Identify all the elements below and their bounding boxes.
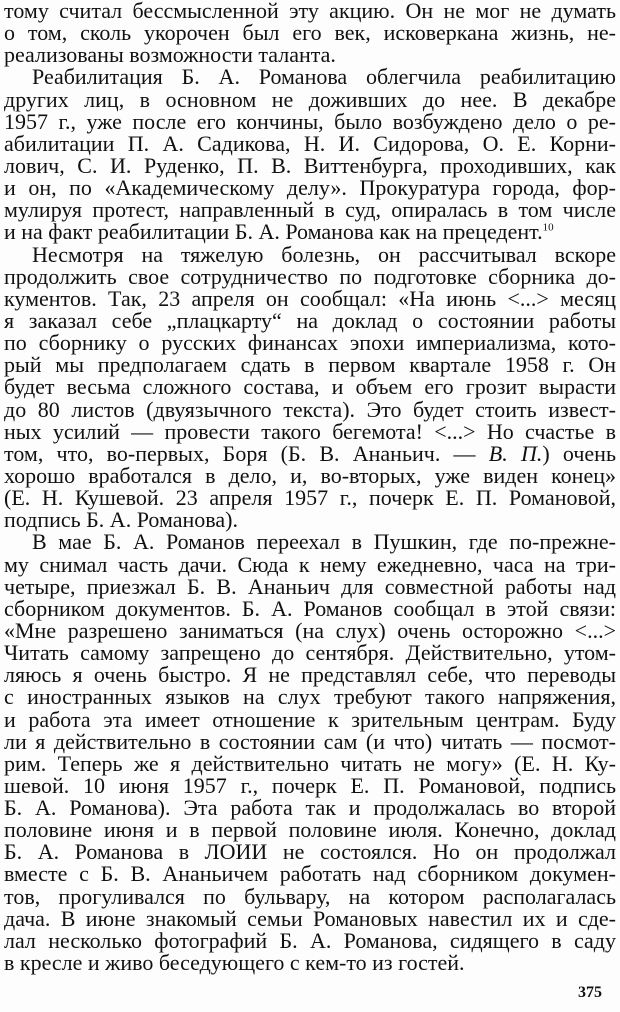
text-line: му снимал часть дачи. Сюда к нему ежедневно, часа на три- (4, 551, 616, 577)
text-line: Б. А. Романова в ЛОИИ не состоялся. Но он продолжал (4, 839, 616, 865)
line-text: и на факт реабилитации Б. А. Романова как на прецедент. (4, 219, 543, 245)
text-line: дача. В июне знакомый семьи Романовых навестил их и сде- (4, 905, 616, 931)
text-line: «Мне разрешено заниматься (на слух) очень осторожно <...> (4, 617, 616, 643)
text-line: шевой. 10 июня 1957 г., почерк Е. П. Романовой, подпись (4, 772, 616, 798)
text-line: о том, сколь укорочен был его век, исковеркана жизнь, не- (4, 20, 616, 46)
text-line: ли я действительно в состоянии сам (и что) читать — посмот- (4, 728, 616, 754)
text-line: подпись Б. А. Романова). (4, 507, 238, 533)
text-line: до 80 листов (двуязычного текста). Это будет стоить извест- (4, 396, 616, 422)
text-line: тому считал бессмысленной эту акцию. Он не мог не думать (4, 0, 616, 23)
text-line: Б. А. Романова). Эта работа так и продолжалась во второй (4, 795, 616, 821)
text-line (4, 221, 616, 243)
italic-initials: В. П. (488, 440, 543, 466)
text-line: Реабилитация Б. А. Романова облегчила реабилитацию (32, 64, 616, 90)
text-line (4, 440, 616, 466)
text-line: в кресле и живо беседующего с кем-то из гостей. (4, 950, 465, 976)
footnote-marker: 10 (542, 222, 554, 235)
text-line: и он, по «Академическому делу». Прокуратура города, фор- (4, 175, 616, 201)
text-line: 1957 г., уже после его кончины, было возбуждено дело о ре- (4, 108, 616, 134)
text-line: четыре, приезжал Б. В. Ананьич для совместной работы над (4, 573, 616, 599)
text-line: реализованы возможности таланта. (4, 42, 336, 68)
text-line: будет весьма сложного состава, и объем его грозит вырасти (4, 374, 616, 400)
text-line: ных усилий — провести такого бегемота! <...> Но счастье в (4, 418, 616, 444)
text-line: половине июня и в первой половине июля. Конечно, доклад (4, 817, 616, 843)
text-line: Несмотря на тяжелую болезнь, он рассчитывал вскоре (32, 241, 616, 267)
text-line: лович, С. И. Руденко, П. В. Виттенбурга, проходивших, как (4, 152, 616, 178)
text-line: кументов. Так, 23 апреля он сообщал: «На июнь <...> месяц (4, 285, 616, 311)
text-line: других лиц, в основном не доживших до нее. В декабре (4, 86, 616, 112)
text-line: мулируя протест, направленный в суд, опиралась в том числе (4, 197, 616, 223)
page-number: 375 (578, 984, 602, 1001)
text-line: В мае Б. А. Романов переехал в Пушкин, где по-прежне- (32, 529, 616, 555)
text-line: и работа эта имеет отношение к зрительным центрам. Буду (4, 706, 616, 732)
text-line: хорошо вработался в дело, и, во-вторых, уже виден конец» (4, 462, 616, 488)
text-line: сборником документов. Б. А. Романов сообщал в этой связи: (4, 595, 616, 621)
text-line: абилитации П. А. Садикова, Н. И. Сидорова, О. Е. Корни- (4, 130, 616, 156)
text-line: (Е. Н. Кушевой. 23 апреля 1957 г., почерк Е. П. Романовой, (4, 485, 616, 511)
text-line: вместе с Б. В. Ананьичем работать над сборником докумен- (4, 861, 616, 887)
text-line: я заказал себе „плацкарту“ на доклад о состоянии работы (4, 307, 616, 333)
text-line: по сборнику о русских финансах эпохи империализма, кото- (4, 330, 616, 356)
text-line: ляюсь я очень быстро. Я не представлял себе, что переводы (4, 662, 616, 688)
text-line: продолжить свое сотрудничество по подготовке сборника до- (4, 263, 616, 289)
text-line: Читать самому запрещено до сентября. Действительно, утом- (4, 640, 616, 666)
text-line: рим. Теперь же я действительно читать не могу» (Е. Н. Ку- (4, 750, 616, 776)
body-text (4, 0, 616, 974)
line-text-tail: ) очень (542, 440, 616, 466)
line-text: том, что, во-первых, Боря (Б. В. Ананьич. — (4, 440, 489, 466)
text-line: лал несколько фотографий Б. А. Романова, сидящего в саду (4, 927, 616, 953)
text-line: с иностранных языков на слух требуют такого напряжения, (4, 684, 616, 710)
text-line: тов, прогуливался по бульвару, на котором располагалась (4, 883, 616, 909)
text-line: рый мы предполагаем сдать в первом квартале 1958 г. Он (4, 352, 616, 378)
